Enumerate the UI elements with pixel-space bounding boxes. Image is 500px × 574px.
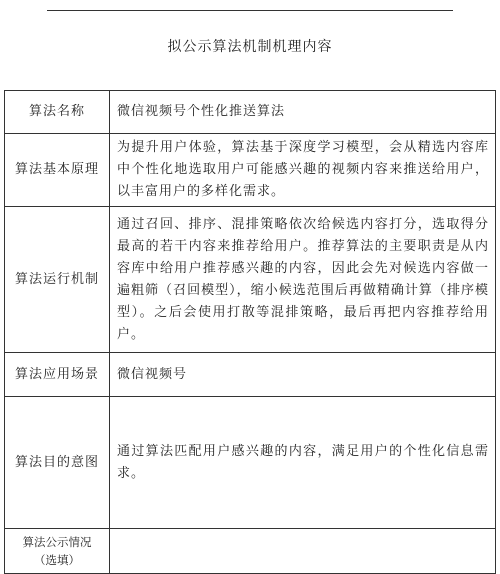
label-algorithm-name: 算法名称 (5, 91, 110, 134)
table-row-operating-mechanism (5, 207, 496, 353)
table-row-application-scenario (5, 353, 496, 397)
table-row-disclosure-status (5, 529, 496, 574)
table-row-basic-principle (5, 134, 496, 207)
label-purpose-intent: 算法目的意图 (5, 397, 110, 529)
label-disclosure-status-line1: 算法公示情况 (22, 535, 92, 549)
table-row-algorithm-name (5, 91, 496, 134)
value-application-scenario: 微信视频号 (110, 353, 496, 397)
value-disclosure-status (110, 529, 496, 574)
label-disclosure-status-line2: （选填） (34, 553, 80, 567)
value-algorithm-name: 微信视频号个性化推送算法 (110, 91, 496, 134)
value-purpose-intent: 通过算法匹配用户感兴趣的内容，满足用户的个性化信息需求。 (110, 397, 496, 529)
label-basic-principle: 算法基本原理 (5, 134, 110, 207)
label-application-scenario: 算法应用场景 (5, 353, 110, 397)
header-rule (47, 10, 453, 11)
label-operating-mechanism: 算法运行机制 (5, 207, 110, 353)
value-operating-mechanism: 通过召回、排序、混排策略依次给候选内容打分，选取得分最高的若干内容来推荐给用户。推荐算法的主要职责是从内容库中给用户推荐感兴趣的内容，因此会先对候选内容做一遍粗筛（召回模型），缩小候选范围后再做精确计算（排序模型）。之后会使用打散等混排策略，最后再把内容推荐给用户。 (110, 207, 496, 353)
table-row-purpose-intent (5, 397, 496, 529)
value-basic-principle: 为提升用户体验，算法基于深度学习模型，会从精选内容库中个性化地选取用户可能感兴趣的视频内容来推送给用户，以丰富用户的多样化需求。 (110, 134, 496, 207)
document-title: 拟公示算法机制机理内容 (167, 39, 333, 55)
label-disclosure-status (5, 529, 110, 574)
algorithm-info-table (4, 90, 496, 574)
